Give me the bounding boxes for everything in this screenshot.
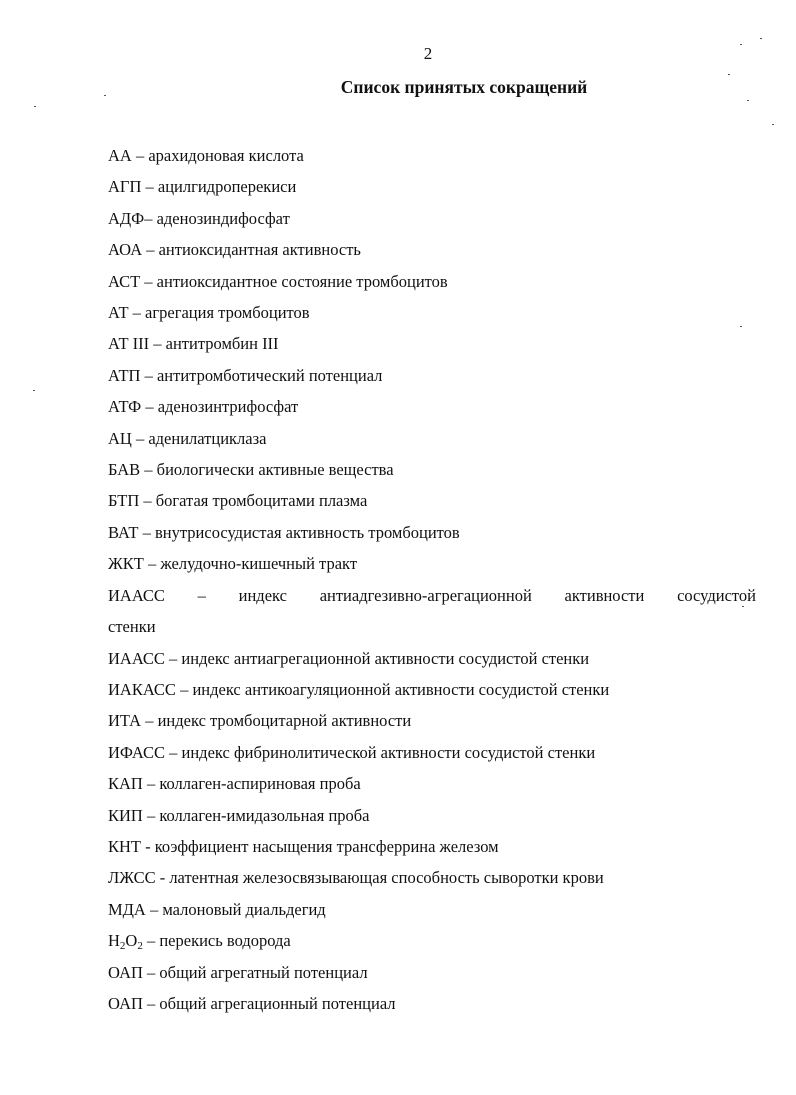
list-item: ИФАСС – индекс фибринолитической активности сосудистой стенки — [108, 742, 596, 762]
abbreviation-list — [108, 140, 756, 1019]
list-item: КАП – коллаген-аспириновая проба — [108, 774, 361, 794]
list-item: ЛЖСС - латентная железосвязывающая способность сыворотки крови — [108, 868, 604, 888]
scan-speck — [772, 124, 774, 125]
list-item: КИП – коллаген-имидазольная проба — [108, 805, 370, 825]
list-item: ОАП – общий агрегационный потенциал — [108, 993, 396, 1013]
list-item: АТ – агрегация тромбоцитов — [108, 303, 310, 323]
list-item: АА – арахидоновая кислота — [108, 146, 304, 165]
scan-speck — [104, 95, 106, 96]
list-item: АЦ – аденилатциклаза — [108, 428, 267, 448]
list-item: ИАКАСС – индекс антикоагуляционной активности сосудистой стенки — [108, 679, 610, 699]
scan-speck — [760, 38, 762, 39]
list-item-line2: стенки — [108, 617, 156, 637]
list-item: КНТ - коэффициент насыщения трансферрина железом — [108, 836, 499, 856]
formula-sub: 2 — [119, 940, 126, 953]
scan-speck — [742, 606, 744, 607]
list-item: АСТ – антиоксидантное состояние тромбоцитов — [108, 271, 448, 291]
list-item: БТП – богатая тромбоцитами плазма — [108, 491, 368, 511]
page-number: 2 — [423, 44, 433, 63]
scan-speck — [33, 390, 35, 391]
formula-definition: – перекись водорода — [142, 931, 291, 951]
list-item: БАВ – биологически активные вещества — [108, 460, 394, 480]
scan-speck — [740, 326, 742, 327]
list-item: АГП – ацилгидроперекиси — [108, 177, 297, 197]
list-item: АТФ – аденозинтрифосфат — [108, 397, 299, 417]
formula-o: O — [125, 931, 138, 951]
list-item: АТП – антитромботический потенциал — [108, 365, 383, 385]
formula-h: H — [108, 931, 120, 951]
page-title: Список принятых сокращений — [340, 77, 588, 97]
list-item: ИТА – индекс тромбоцитарной активности — [108, 711, 412, 731]
scan-speck — [34, 106, 36, 107]
list-item: АТ III – антитромбин III — [108, 334, 279, 354]
list-item-h2o2 — [108, 925, 756, 956]
scan-speck — [740, 44, 742, 45]
list-item: ЖКТ – желудочно-кишечный тракт — [108, 554, 358, 574]
list-item: ОАП – общий агрегатный потенциал — [108, 962, 368, 982]
formula-sub: 2 — [137, 940, 143, 953]
scan-speck — [728, 74, 730, 75]
list-item: ИААСС – индекс антиагрегационной активности сосудистой стенки — [108, 648, 590, 668]
list-item: ВАТ – внутрисосудистая активность тромбоцитов — [108, 522, 460, 542]
list-item: АДФ– аденозиндифосфат — [108, 208, 290, 228]
list-item: МДА – малоновый диальдегид — [108, 899, 326, 919]
scan-speck — [747, 100, 749, 101]
list-item-line1: ИААСС – индекс антиадгезивно-агрегационной активности сосудистой — [108, 585, 756, 605]
list-item: АОА – антиоксидантная активность — [108, 240, 361, 260]
list-item-two-line — [108, 580, 756, 643]
